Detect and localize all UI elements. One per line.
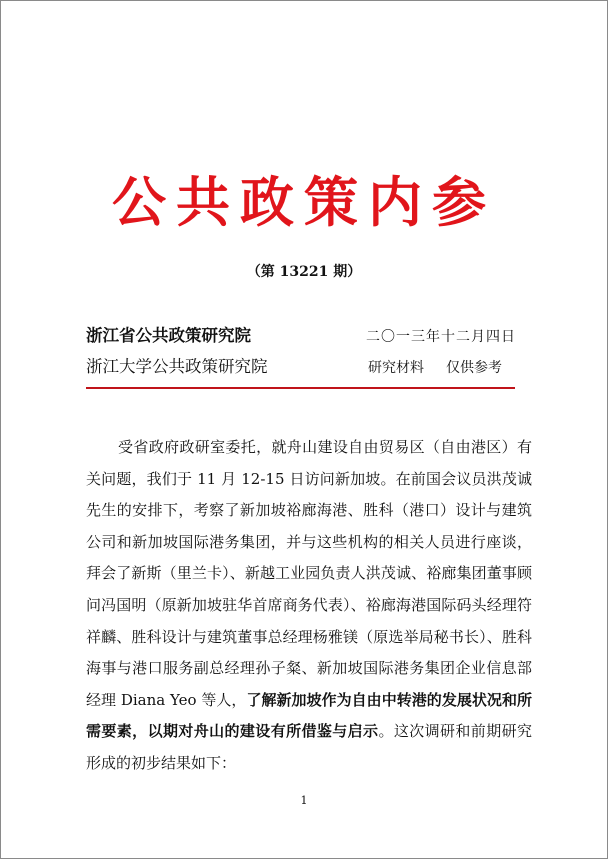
usage-note-left: 研究材料 <box>368 360 424 376</box>
report-title: 公共政策内参 <box>112 171 496 234</box>
issue-number: （第 13221 期） <box>246 264 362 280</box>
header-divider <box>86 387 515 389</box>
body-paragraph <box>86 432 532 780</box>
primary-organization: 浙江省公共政策研究院 <box>86 326 251 345</box>
usage-note-right: 仅供参考 <box>446 360 502 376</box>
report-date: 二〇一三年十二月四日 <box>366 329 516 345</box>
body-bold-text: 了解新加坡作为自由中转港的发展状况和所需要素，以期对舟山的建设有所借鉴与启示 <box>86 690 532 741</box>
page-number: 1 <box>300 794 308 807</box>
usage-note <box>368 356 502 380</box>
body-plain-text: 受省政府政研室委托，就舟山建设自由贸易区（自由港区）有关问题，我们于 11 月 12-15 日访问新加坡。在前国会议员洪茂诚先生的安排下，考察了新加坡裕廊海港、胜科（港口）设计与建筑公司和新加坡国际港务集团，并与这些机构的相关人员进行座谈，拜会了新斯（里兰卡）、新越工业园负责人洪茂诚、裕廊集团董事顾问冯国明（原新加坡驻华首席商务代表）、裕廊海港国际码头经理符祥麟、胜科设计与建筑董事总经理杨雅镁（原选举局秘书长）、胜科海事与港口服务副总经理孙子粲、新加坡国际港务集团企业信息部经理 Diana Yeo 等人， <box>86 438 532 709</box>
secondary-organization: 浙江大学公共政策研究院 <box>86 357 268 376</box>
body-tail-text: 。这次调研和前期研究形成的初步结果如下： <box>86 722 532 772</box>
